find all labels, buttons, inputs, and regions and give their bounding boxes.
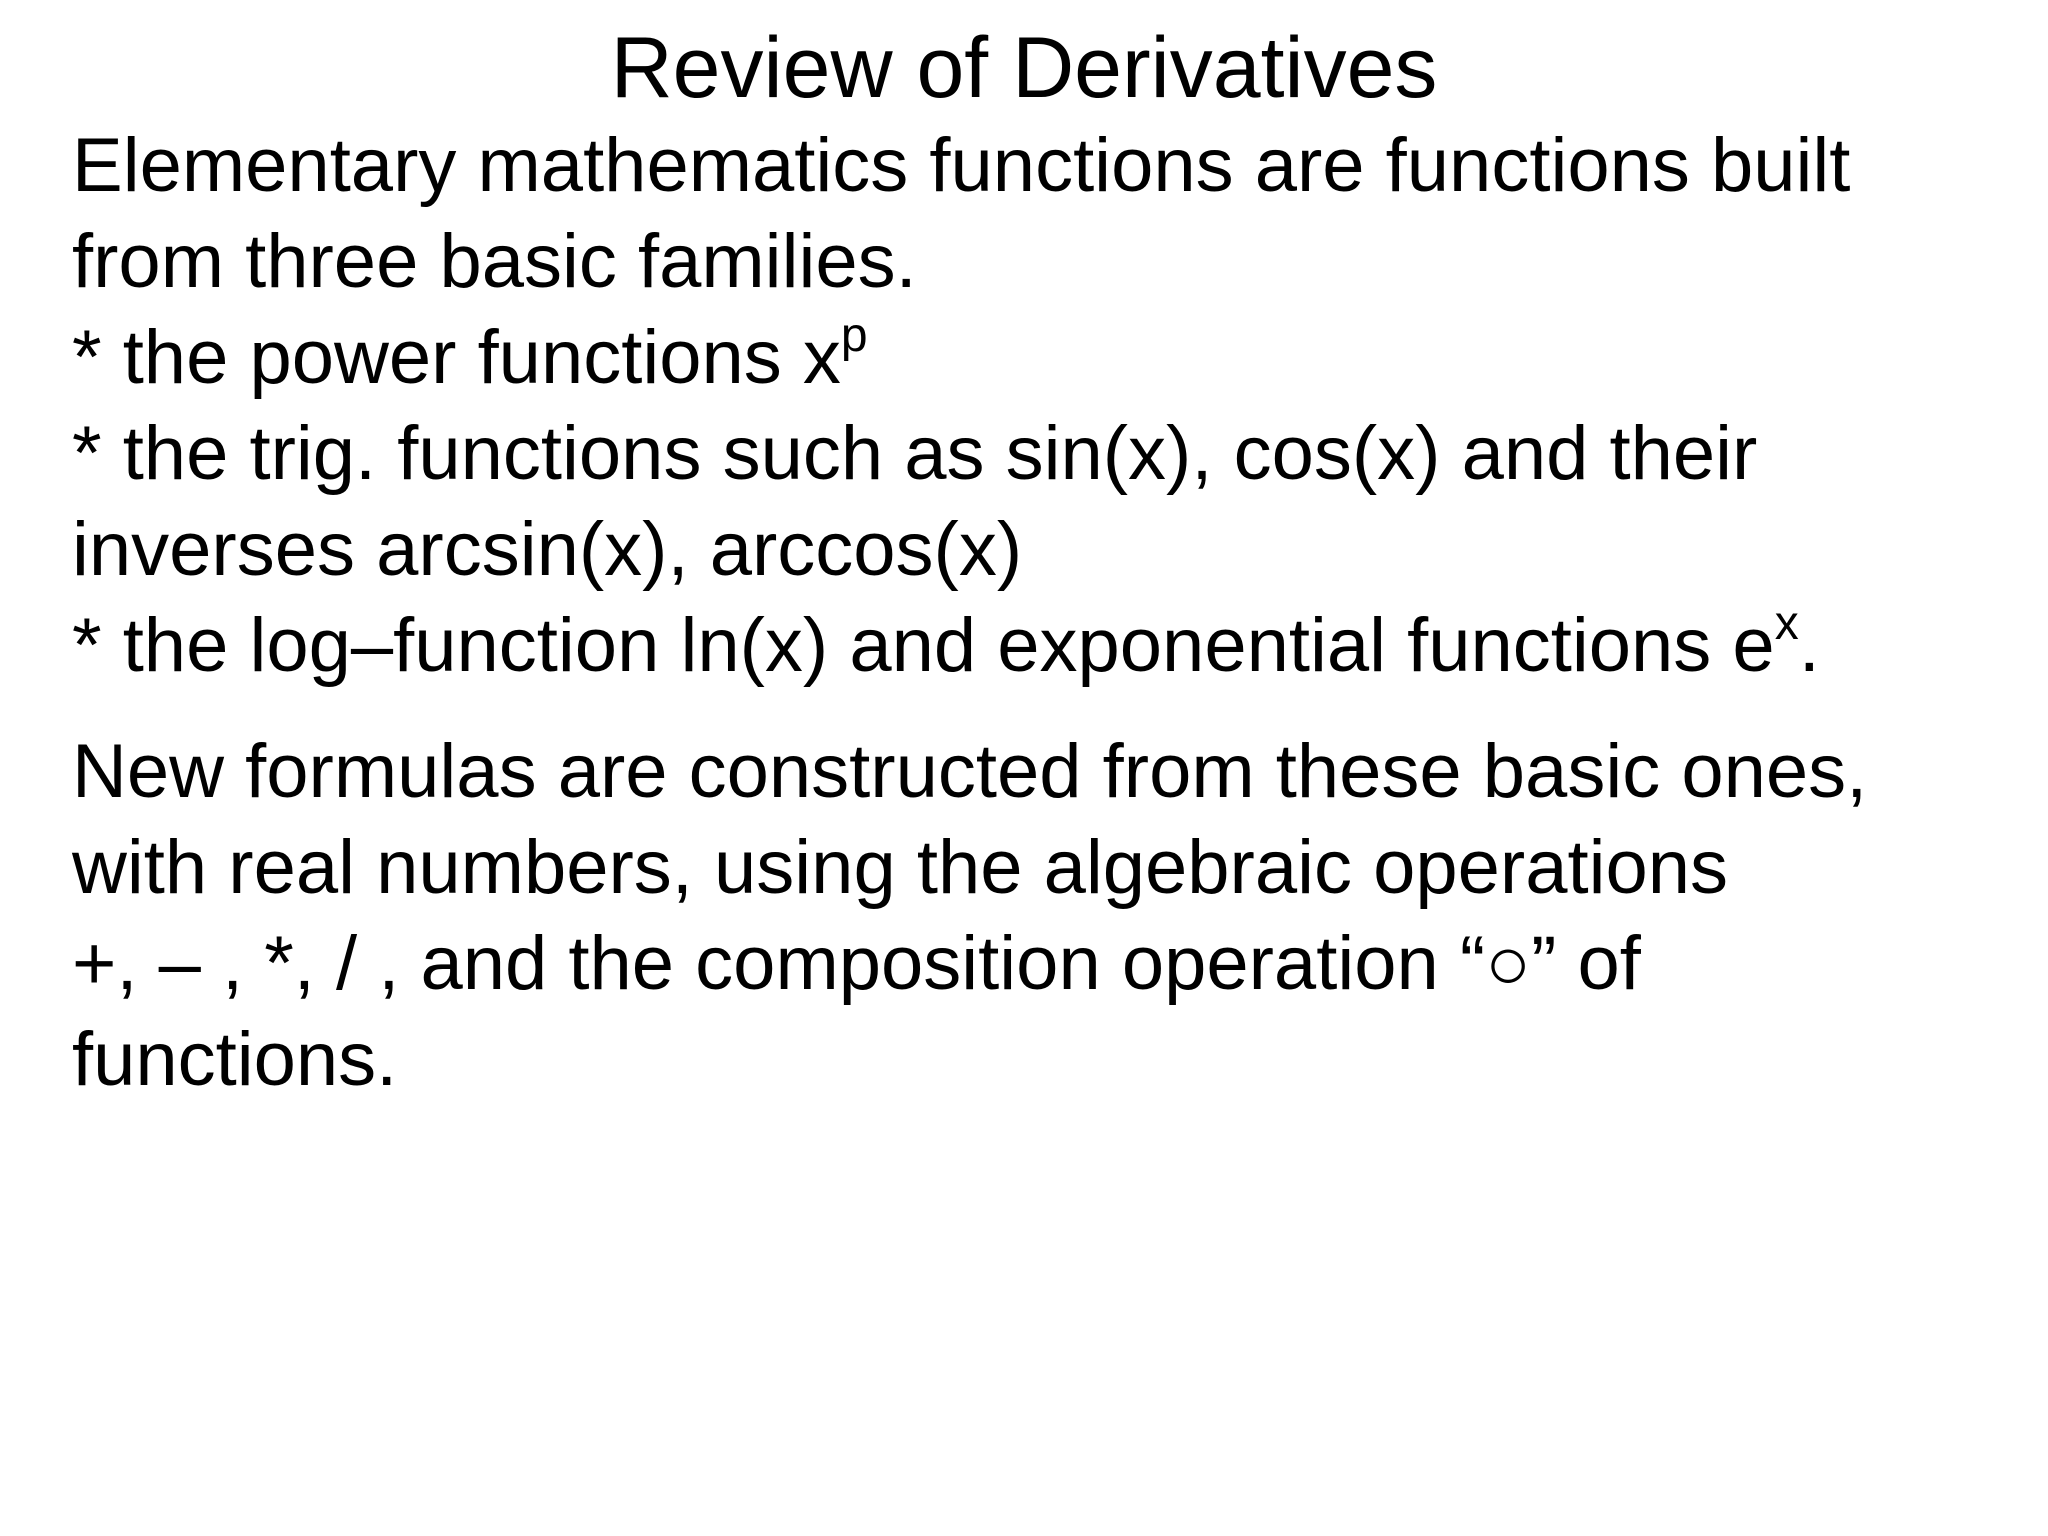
bullet-power-functions	[72, 310, 2002, 406]
closing-line-3: +, – , *, / , and the composition operation “○” of	[72, 921, 1641, 1006]
bullet-trig-line-2: inverses arcsin(x), arccos(x)	[72, 507, 1023, 592]
slide-title: Review of Derivatives	[610, 20, 1438, 116]
intro-line-1: Elementary mathematics functions are functions built	[72, 123, 1851, 208]
bullet-trig-line-1: * the trig. functions such as sin(x), cos(x) and their	[72, 411, 1758, 496]
intro-line-2: from three basic families.	[72, 219, 917, 304]
bullet-log-exp-functions	[72, 598, 2002, 694]
closing-paragraph	[72, 724, 2002, 1108]
bullet-power-text: * the power functions x	[72, 315, 841, 400]
closing-line-2: with real numbers, using the algebraic operations	[72, 825, 1729, 910]
closing-line-1: New formulas are constructed from these basic ones,	[72, 729, 1868, 814]
bullet-log-end: .	[1798, 603, 1820, 688]
bullet-log-text: * the log–function ln(x) and exponential functions e	[72, 603, 1775, 688]
power-exponent: p	[840, 308, 868, 362]
closing-line-4: functions.	[72, 1017, 398, 1102]
exp-exponent: x	[1774, 596, 1799, 650]
intro-paragraph	[72, 118, 2002, 694]
